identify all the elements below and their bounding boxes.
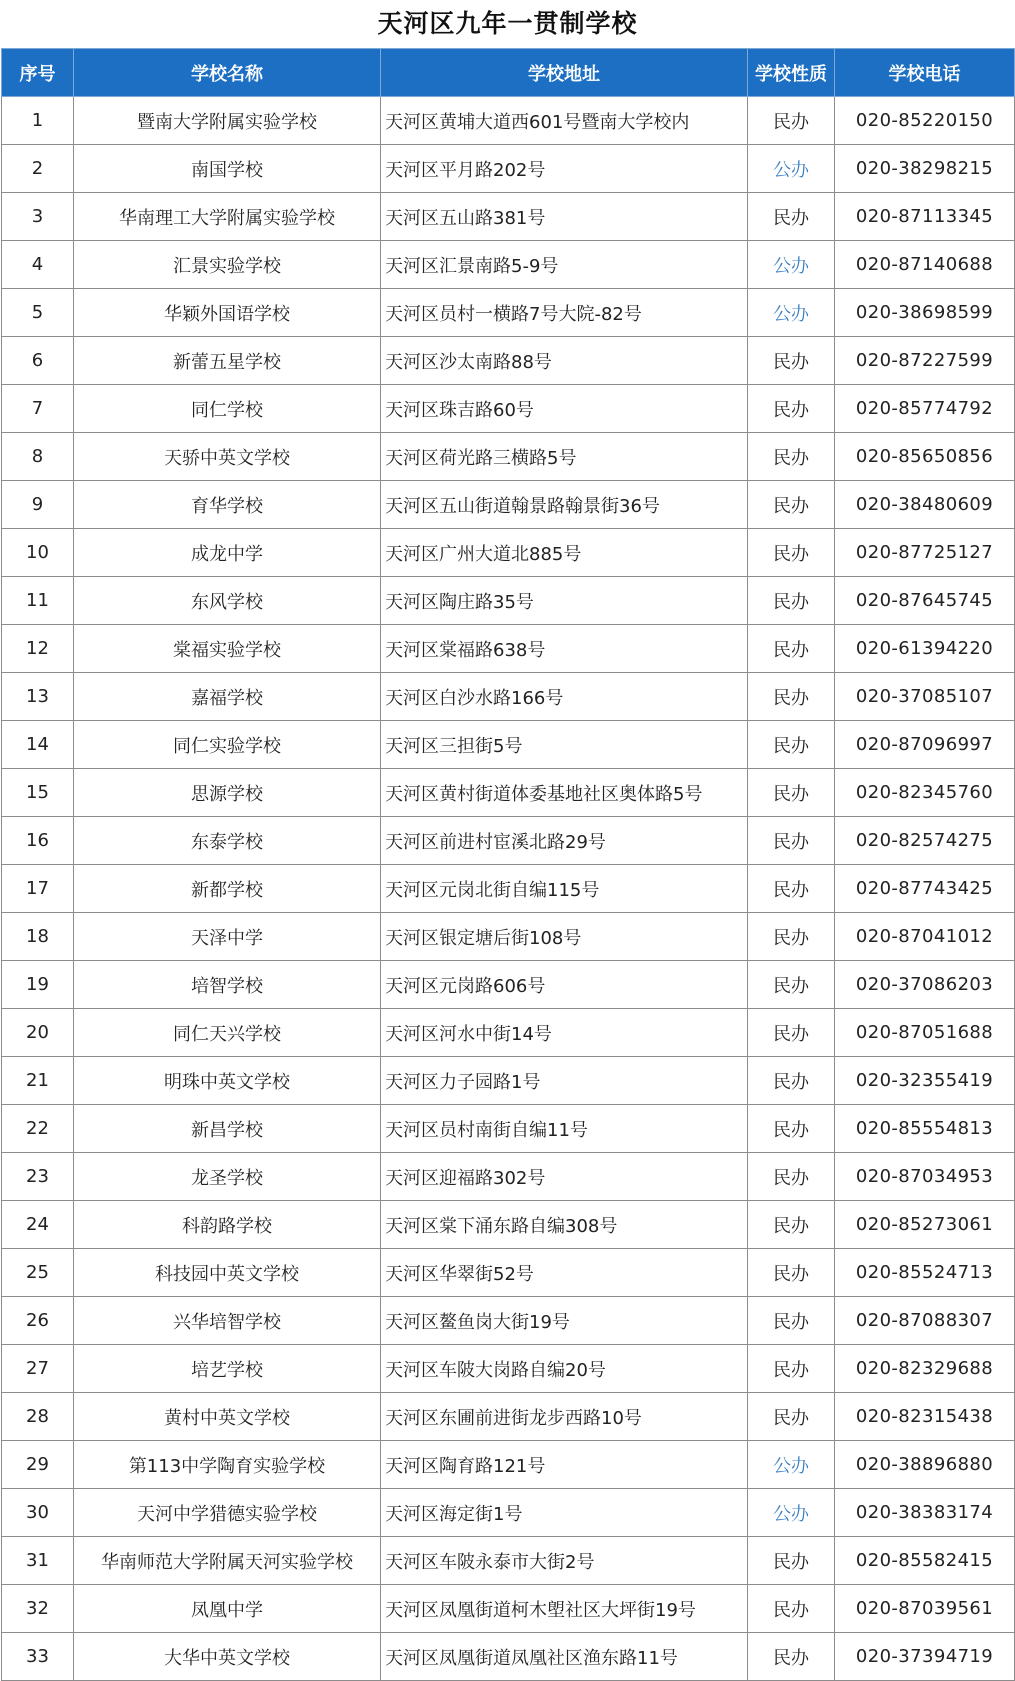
table-row: [2, 337, 1015, 385]
cell-serial-number: 28: [2, 1393, 74, 1441]
cell-school-name: 科技园中英文学校: [74, 1249, 381, 1297]
cell-school-type: 民办: [748, 865, 835, 913]
cell-school-address: 天河区平月路202号: [381, 145, 748, 193]
cell-school-type: 民办: [748, 481, 835, 529]
cell-serial-number: 17: [2, 865, 74, 913]
cell-school-phone: 020-87051688: [835, 1009, 1015, 1057]
cell-school-phone: 020-85650856: [835, 433, 1015, 481]
cell-serial-number: 4: [2, 241, 74, 289]
cell-school-type: 民办: [748, 1105, 835, 1153]
cell-school-name: 嘉福学校: [74, 673, 381, 721]
cell-school-name: 新昌学校: [74, 1105, 381, 1153]
cell-school-phone: 020-87039561: [835, 1585, 1015, 1633]
cell-school-name: 天河中学猎德实验学校: [74, 1489, 381, 1537]
cell-school-phone: 020-85524713: [835, 1249, 1015, 1297]
cell-school-name: 成龙中学: [74, 529, 381, 577]
cell-school-address: 天河区黄埔大道西601号暨南大学校内: [381, 97, 748, 145]
cell-school-type: 民办: [748, 817, 835, 865]
cell-school-type: 民办: [748, 529, 835, 577]
cell-school-phone: 020-87140688: [835, 241, 1015, 289]
table-row: [2, 865, 1015, 913]
cell-school-type: 民办: [748, 961, 835, 1009]
table-row: [2, 1249, 1015, 1297]
cell-school-address: 天河区汇景南路5-9号: [381, 241, 748, 289]
table-row: [2, 1585, 1015, 1633]
cell-school-type: 公办: [748, 1441, 835, 1489]
cell-serial-number: 23: [2, 1153, 74, 1201]
table-row: [2, 577, 1015, 625]
cell-serial-number: 29: [2, 1441, 74, 1489]
cell-serial-number: 19: [2, 961, 74, 1009]
table-row: [2, 1489, 1015, 1537]
table-body: [2, 97, 1015, 1681]
cell-school-type: 民办: [748, 193, 835, 241]
table-row: [2, 481, 1015, 529]
cell-school-address: 天河区荷光路三横路5号: [381, 433, 748, 481]
table-row: [2, 913, 1015, 961]
cell-school-type: 民办: [748, 1057, 835, 1105]
cell-school-type: 公办: [748, 241, 835, 289]
table-row: [2, 529, 1015, 577]
cell-school-address: 天河区元岗北街自编115号: [381, 865, 748, 913]
cell-school-address: 天河区华翠街52号: [381, 1249, 748, 1297]
table-row: [2, 625, 1015, 673]
cell-school-name: 大华中英文学校: [74, 1633, 381, 1681]
cell-school-name: 华颖外国语学校: [74, 289, 381, 337]
cell-school-name: 第113中学陶育实验学校: [74, 1441, 381, 1489]
cell-school-address: 天河区陶庄路35号: [381, 577, 748, 625]
cell-school-type: 民办: [748, 721, 835, 769]
cell-school-address: 天河区凤凰街道柯木塱社区大坪街19号: [381, 1585, 748, 1633]
table-row: [2, 721, 1015, 769]
cell-serial-number: 10: [2, 529, 74, 577]
cell-school-phone: 020-37085107: [835, 673, 1015, 721]
cell-school-address: 天河区员村南街自编11号: [381, 1105, 748, 1153]
table-header-row: [2, 49, 1015, 97]
cell-school-address: 天河区珠吉路60号: [381, 385, 748, 433]
cell-school-type: 民办: [748, 1345, 835, 1393]
table-row: [2, 1105, 1015, 1153]
cell-school-name: 育华学校: [74, 481, 381, 529]
cell-serial-number: 12: [2, 625, 74, 673]
cell-school-name: 同仁学校: [74, 385, 381, 433]
cell-school-type: 民办: [748, 433, 835, 481]
cell-school-phone: 020-87096997: [835, 721, 1015, 769]
cell-school-address: 天河区沙太南路88号: [381, 337, 748, 385]
cell-school-name: 南国学校: [74, 145, 381, 193]
page-title: 天河区九年一贯制学校: [377, 9, 638, 38]
cell-serial-number: 18: [2, 913, 74, 961]
cell-school-address: 天河区车陂大岗路自编20号: [381, 1345, 748, 1393]
cell-school-address: 天河区元岗路606号: [381, 961, 748, 1009]
cell-school-phone: 020-82345760: [835, 769, 1015, 817]
cell-serial-number: 15: [2, 769, 74, 817]
cell-school-address: 天河区河水中街14号: [381, 1009, 748, 1057]
cell-school-address: 天河区车陂永泰市大街2号: [381, 1537, 748, 1585]
cell-school-type: 公办: [748, 289, 835, 337]
cell-school-phone: 020-32355419: [835, 1057, 1015, 1105]
cell-school-name: 东泰学校: [74, 817, 381, 865]
cell-serial-number: 9: [2, 481, 74, 529]
cell-serial-number: 2: [2, 145, 74, 193]
cell-school-name: 华南师范大学附属天河实验学校: [74, 1537, 381, 1585]
cell-school-type: 民办: [748, 1201, 835, 1249]
cell-school-address: 天河区凤凰街道凤凰社区渔东路11号: [381, 1633, 748, 1681]
cell-school-type: 民办: [748, 913, 835, 961]
cell-school-name: 天泽中学: [74, 913, 381, 961]
cell-school-phone: 020-82315438: [835, 1393, 1015, 1441]
header-serial-number: 序号: [2, 49, 74, 97]
cell-school-name: 黄村中英文学校: [74, 1393, 381, 1441]
cell-school-phone: 020-85554813: [835, 1105, 1015, 1153]
table-row: [2, 769, 1015, 817]
cell-school-phone: 020-85774792: [835, 385, 1015, 433]
cell-school-address: 天河区五山路381号: [381, 193, 748, 241]
cell-school-name: 培艺学校: [74, 1345, 381, 1393]
cell-serial-number: 14: [2, 721, 74, 769]
table-row: [2, 1009, 1015, 1057]
table-row: [2, 1345, 1015, 1393]
cell-school-address: 天河区五山街道翰景路翰景街36号: [381, 481, 748, 529]
cell-school-type: 民办: [748, 1297, 835, 1345]
cell-school-name: 天骄中英文学校: [74, 433, 381, 481]
cell-school-name: 同仁实验学校: [74, 721, 381, 769]
cell-school-type: 民办: [748, 1153, 835, 1201]
cell-school-type: 民办: [748, 1249, 835, 1297]
cell-school-name: 凤凰中学: [74, 1585, 381, 1633]
cell-school-address: 天河区三担街5号: [381, 721, 748, 769]
cell-serial-number: 6: [2, 337, 74, 385]
header-school-name: 学校名称: [74, 49, 381, 97]
cell-school-name: 华南理工大学附属实验学校: [74, 193, 381, 241]
table-row: [2, 1537, 1015, 1585]
cell-serial-number: 22: [2, 1105, 74, 1153]
cell-serial-number: 11: [2, 577, 74, 625]
table-row: [2, 433, 1015, 481]
schools-table: [1, 48, 1015, 1681]
cell-school-type: 民办: [748, 1009, 835, 1057]
cell-school-phone: 020-37394719: [835, 1633, 1015, 1681]
cell-school-phone: 020-61394220: [835, 625, 1015, 673]
cell-serial-number: 1: [2, 97, 74, 145]
cell-school-name: 新都学校: [74, 865, 381, 913]
cell-school-address: 天河区鳌鱼岗大街19号: [381, 1297, 748, 1345]
header-school-phone: 学校电话: [835, 49, 1015, 97]
cell-serial-number: 21: [2, 1057, 74, 1105]
table-row: [2, 1297, 1015, 1345]
cell-school-phone: 020-87743425: [835, 865, 1015, 913]
header-school-address: 学校地址: [381, 49, 748, 97]
cell-school-phone: 020-85273061: [835, 1201, 1015, 1249]
cell-school-address: 天河区前进村宦溪北路29号: [381, 817, 748, 865]
cell-school-address: 天河区力子园路1号: [381, 1057, 748, 1105]
cell-school-phone: 020-38383174: [835, 1489, 1015, 1537]
cell-school-phone: 020-38896880: [835, 1441, 1015, 1489]
cell-school-name: 兴华培智学校: [74, 1297, 381, 1345]
cell-school-name: 暨南大学附属实验学校: [74, 97, 381, 145]
cell-school-phone: 020-82329688: [835, 1345, 1015, 1393]
cell-serial-number: 30: [2, 1489, 74, 1537]
cell-school-phone: 020-85582415: [835, 1537, 1015, 1585]
cell-school-address: 天河区白沙水路166号: [381, 673, 748, 721]
table-row: [2, 1441, 1015, 1489]
cell-school-type: 民办: [748, 1393, 835, 1441]
cell-school-name: 同仁天兴学校: [74, 1009, 381, 1057]
cell-serial-number: 13: [2, 673, 74, 721]
table-row: [2, 673, 1015, 721]
cell-school-address: 天河区银定塘后街108号: [381, 913, 748, 961]
cell-serial-number: 24: [2, 1201, 74, 1249]
header-school-type: 学校性质: [748, 49, 835, 97]
cell-school-type: 民办: [748, 577, 835, 625]
cell-school-phone: 020-87645745: [835, 577, 1015, 625]
cell-school-address: 天河区陶育路121号: [381, 1441, 748, 1489]
cell-school-name: 龙圣学校: [74, 1153, 381, 1201]
table-row: [2, 1393, 1015, 1441]
cell-school-address: 天河区广州大道北885号: [381, 529, 748, 577]
cell-school-type: 民办: [748, 385, 835, 433]
table-row: [2, 97, 1015, 145]
cell-serial-number: 8: [2, 433, 74, 481]
cell-school-phone: 020-87725127: [835, 529, 1015, 577]
cell-school-name: 科韵路学校: [74, 1201, 381, 1249]
table-row: [2, 145, 1015, 193]
cell-serial-number: 25: [2, 1249, 74, 1297]
cell-school-phone: 020-38480609: [835, 481, 1015, 529]
cell-school-name: 培智学校: [74, 961, 381, 1009]
cell-serial-number: 31: [2, 1537, 74, 1585]
cell-serial-number: 27: [2, 1345, 74, 1393]
cell-school-type: 公办: [748, 145, 835, 193]
table-row: [2, 1633, 1015, 1681]
cell-school-phone: 020-38298215: [835, 145, 1015, 193]
cell-school-address: 天河区员村一横路7号大院-82号: [381, 289, 748, 337]
table-row: [2, 817, 1015, 865]
cell-serial-number: 33: [2, 1633, 74, 1681]
cell-school-type: 民办: [748, 97, 835, 145]
cell-school-address: 天河区棠下涌东路自编308号: [381, 1201, 748, 1249]
cell-school-phone: 020-87227599: [835, 337, 1015, 385]
cell-school-name: 东风学校: [74, 577, 381, 625]
table-row: [2, 1057, 1015, 1105]
cell-school-phone: 020-87041012: [835, 913, 1015, 961]
cell-school-phone: 020-87088307: [835, 1297, 1015, 1345]
cell-school-name: 汇景实验学校: [74, 241, 381, 289]
cell-serial-number: 20: [2, 1009, 74, 1057]
table-row: [2, 193, 1015, 241]
cell-school-name: 思源学校: [74, 769, 381, 817]
table-row: [2, 1153, 1015, 1201]
cell-school-phone: 020-85220150: [835, 97, 1015, 145]
table-row: [2, 385, 1015, 433]
cell-school-type: 民办: [748, 1633, 835, 1681]
table-row: [2, 241, 1015, 289]
table-row: [2, 1201, 1015, 1249]
cell-school-address: 天河区黄村街道体委基地社区奥体路5号: [381, 769, 748, 817]
cell-school-type: 民办: [748, 1585, 835, 1633]
cell-school-type: 民办: [748, 673, 835, 721]
table-row: [2, 289, 1015, 337]
cell-school-address: 天河区迎福路302号: [381, 1153, 748, 1201]
cell-school-name: 棠福实验学校: [74, 625, 381, 673]
cell-school-name: 明珠中英文学校: [74, 1057, 381, 1105]
cell-serial-number: 16: [2, 817, 74, 865]
cell-serial-number: 7: [2, 385, 74, 433]
cell-school-phone: 020-82574275: [835, 817, 1015, 865]
cell-school-phone: 020-87113345: [835, 193, 1015, 241]
cell-school-phone: 020-37086203: [835, 961, 1015, 1009]
cell-serial-number: 32: [2, 1585, 74, 1633]
cell-school-type: 民办: [748, 625, 835, 673]
cell-serial-number: 3: [2, 193, 74, 241]
cell-school-address: 天河区棠福路638号: [381, 625, 748, 673]
cell-school-type: 公办: [748, 1489, 835, 1537]
cell-serial-number: 5: [2, 289, 74, 337]
cell-school-address: 天河区东圃前进街龙步西路10号: [381, 1393, 748, 1441]
cell-school-name: 新蕾五星学校: [74, 337, 381, 385]
cell-school-type: 民办: [748, 1537, 835, 1585]
table-row: [2, 961, 1015, 1009]
cell-school-type: 民办: [748, 337, 835, 385]
cell-school-address: 天河区海定街1号: [381, 1489, 748, 1537]
cell-serial-number: 26: [2, 1297, 74, 1345]
cell-school-type: 民办: [748, 769, 835, 817]
cell-school-phone: 020-38698599: [835, 289, 1015, 337]
cell-school-phone: 020-87034953: [835, 1153, 1015, 1201]
